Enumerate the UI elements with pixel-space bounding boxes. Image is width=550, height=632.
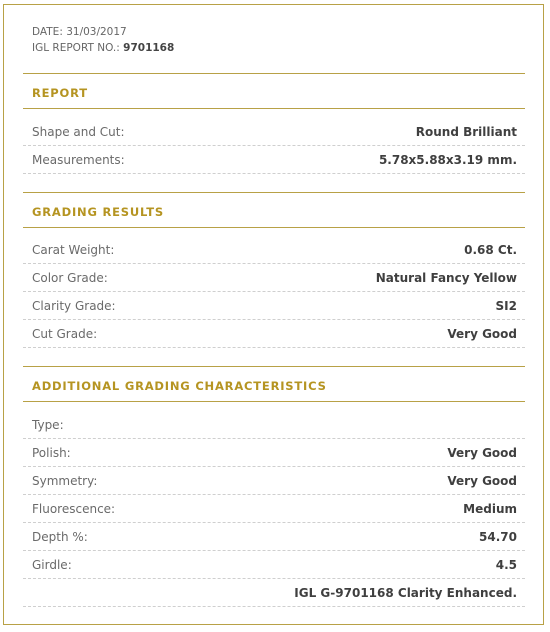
report-number [32,42,174,54]
row-value: Natural Fancy Yellow [375,271,517,285]
row-polish [23,439,525,467]
section-divider [23,108,525,109]
section-divider [23,73,525,74]
row-clarity-grade [23,292,525,320]
row-label: Polish: [32,446,71,460]
row-value: Very Good [447,327,517,341]
row-label: Symmetry: [32,474,98,488]
row-label: Shape and Cut: [32,125,125,139]
row-value: 54.70 [479,530,517,544]
row-girdle [23,551,525,579]
section-divider [23,192,525,193]
report-number-value: 9701168 [123,42,175,54]
report-date [32,26,127,38]
row-value: 0.68 Ct. [464,243,517,257]
section-divider [23,227,525,228]
row-measurements [23,146,525,174]
row-fluorescence [23,495,525,523]
row-value: 5.78x5.88x3.19 mm. [378,153,517,167]
row-cut-grade [23,320,525,348]
row-comment [23,579,525,607]
row-value: Medium [463,502,517,516]
row-label: Cut Grade: [32,327,98,341]
date-label: DATE: [32,26,63,38]
row-label: Carat Weight: [32,243,115,257]
row-label: Fluorescence: [32,502,116,516]
section-divider [23,401,525,402]
section-title-grading-results: GRADING RESULTS [32,205,164,219]
row-label: Measurements: [32,153,125,167]
row-symmetry [23,467,525,495]
row-label: Depth %: [32,530,88,544]
row-value: IGL G-9701168 Clarity Enhanced. [294,586,517,600]
row-carat-weight [23,236,525,264]
section-title-report: REPORT [32,86,88,100]
row-label: Clarity Grade: [32,299,116,313]
row-depth [23,523,525,551]
report-number-label: IGL REPORT NO.: [32,42,120,54]
row-value: SI2 [495,299,517,313]
row-value: 4.5 [495,558,517,572]
row-label: Type: [32,418,64,432]
date-value: 31/03/2017 [66,26,127,38]
row-value: Very Good [447,446,517,460]
row-label: Color Grade: [32,271,108,285]
section-divider [23,366,525,367]
row-label: Girdle: [32,558,72,572]
row-value: Very Good [447,474,517,488]
section-title-additional-characteristics: ADDITIONAL GRADING CHARACTERISTICS [32,379,327,393]
row-type [23,411,525,439]
row-color-grade [23,264,525,292]
row-shape-and-cut [23,118,525,146]
row-value: Round Brilliant [415,125,517,139]
